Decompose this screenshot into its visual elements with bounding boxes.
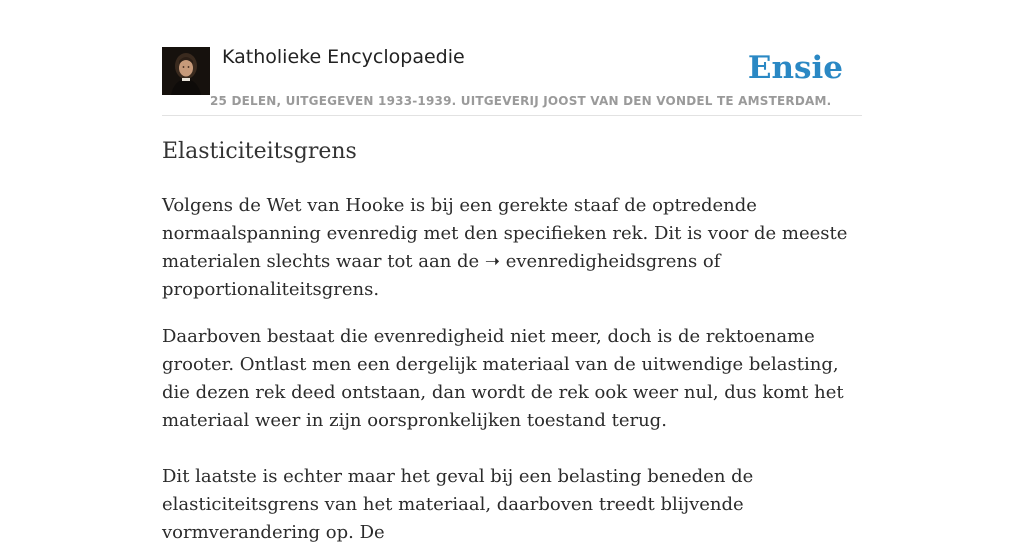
source-header (162, 44, 862, 116)
article-title: Elasticiteitsgrens (162, 139, 357, 164)
article-paragraph: Dit laatste is echter maar het geval bij een belasting beneden de elasticiteitsgrens van het materiaal, daarboven treedt blijvende vormverandering op. De (162, 466, 754, 543)
article-paragraph: Volgens de Wet van Hooke is bij een gerekte staaf de optredende normaalspanning evenredig met den specifieken rek. Dit is voor de meeste materialen slechts waar tot aan de ➝ evenredigheidsgrens of proportionaliteitsgrens. (162, 195, 848, 300)
article-paragraph: Daarboven bestaat die evenredigheid niet meer, doch is de rektoename grooter. Ontlast men een dergelijk materiaal van de uitwendige belasting, die dezen rek deed ontstaan, dan wordt de rek ook weer nul, dus komt het materiaal weer in zijn oorspronkelijken toestand terug. (162, 326, 844, 431)
ensie-logo-link[interactable]: Ensie (747, 50, 843, 86)
source-avatar[interactable] (162, 47, 210, 95)
portrait-avatar-icon (162, 47, 210, 95)
source-title[interactable]: Katholieke Encyclopaedie (222, 46, 465, 68)
source-subtitle: 25 DELEN, UITGEGEVEN 1933-1939. UITGEVERIJ JOOST VAN DEN VONDEL TE AMSTERDAM. (210, 94, 832, 108)
